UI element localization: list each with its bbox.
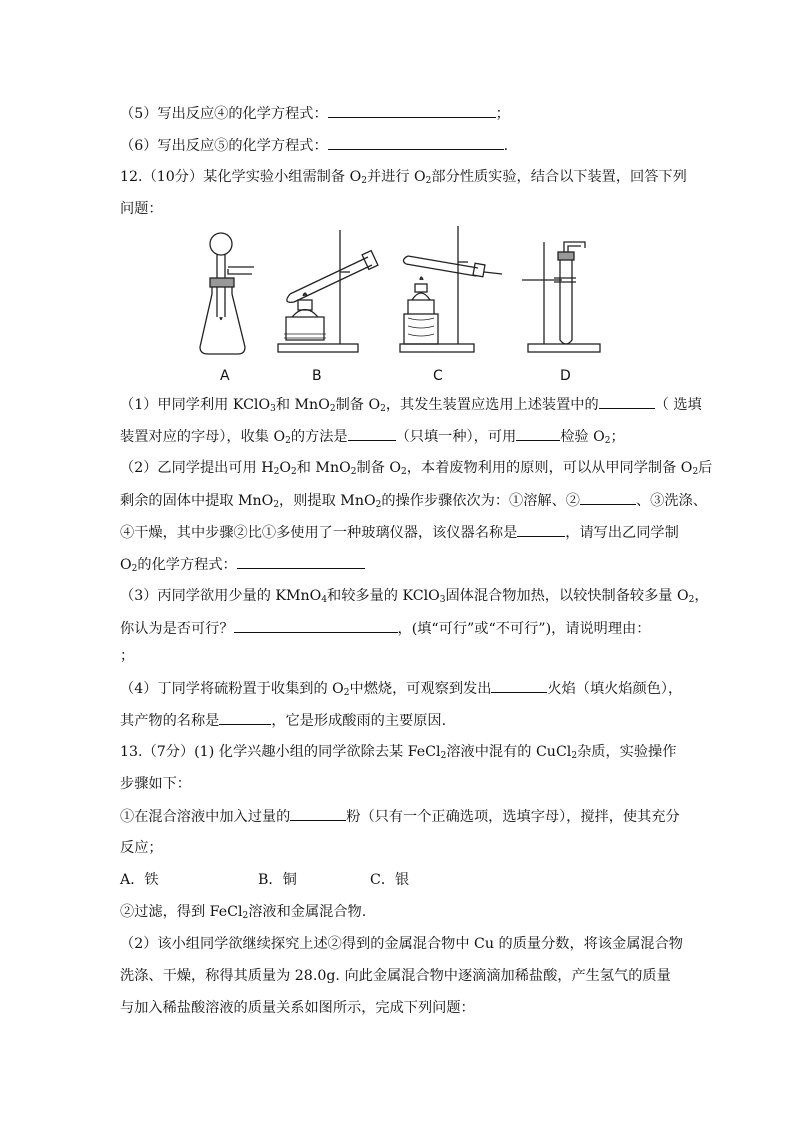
apparatus-figure [190,222,610,392]
apparatus-b [278,230,378,352]
figure-label-a: A [220,368,230,384]
q13-stem-line1: 13.（7分）(1) 化学兴趣小组的同学欲除去某 FeCl$_2$溶液中混有的 CuCl$_2$杂质，实验操作 [120,744,677,761]
q12-part2-line2: 剩余的固体中提取 MnO$_2$，则提取 MnO$_2$的操作步骤依次为：①溶解、② 、③洗涤、 [120,490,707,511]
q13-step1-line1: ①在混合溶液中加入过量的 粉（只有一个正确选项，选填字母），搅拌，使其充分 [120,806,680,827]
apparatus-c [400,226,502,352]
q13-options [120,870,409,890]
q13-part2-line2: 洗涤、干燥，称得其质量为 28.0g. 向此金属混合物中逐滴滴加稀盐酸，产生氢气的质量 [120,968,671,984]
q12-stem-line1: 12.（10分）某化学实验小组需制备 $O_2$并进行 $O_2$部分性质实验，结合以下装置，回答下列 [120,169,687,186]
answer-blank[interactable] [234,618,398,633]
answer-blank[interactable] [219,710,271,725]
answer-blank[interactable] [290,806,346,821]
q13-stem-line2: 步骤如下： [120,776,191,792]
q12-part3-line2: 你认为是否可行？ ，(填“可行”或“不可行”)，请说明理由： [120,618,650,639]
answer-blank[interactable] [328,135,504,150]
q12-part4-line1: （4）丁同学将硫粉置于收集到的 $O_2$中燃烧，可观察到发出 火焰（填火焰颜色）， [120,678,682,699]
q13-part2-line1: （2）该小组同学欲继续探究上述②得到的金属混合物中 Cu 的质量分数，将该金属混合物 [120,936,683,952]
apparatus-a [200,233,254,354]
q11-part6: （6）写出反应⑤的化学方程式： . [120,135,508,156]
apparatus-d [522,242,600,352]
q13-step2: ②过滤，得到 FeCl$_2$溶液和金属混合物. [120,904,367,921]
figure-label-c: C [433,368,443,384]
q12-part3-line3: ； [120,648,135,664]
q11-part5: （5）写出反应④的化学方程式： ； [120,103,510,124]
answer-blank[interactable] [517,522,565,537]
q12-part3-line1: （3）丙同学欲用少量的 KMnO$_4$和较多量的 KClO$_3$固体混合物加热，以较快制备较多量 $O_2$， [120,588,709,605]
answer-blank[interactable] [491,678,547,693]
q12-part1-line1: （1）甲同学利用 KClO$_3$和 MnO$_2$制备 $O_2$，其发生装置应选用上述装置中的 （ 选填 [120,394,702,415]
apparatus-drawing [190,222,610,372]
q13-part2-line3: 与加入稀盐酸溶液的质量关系如图所示，完成下列问题： [120,1000,475,1016]
q12-part2-line3: ④干燥，其中步骤②比①多使用了一种玻璃仪器，该仪器名称是 ，请写出乙同学制 [120,522,679,543]
answer-blank[interactable] [580,490,636,505]
answer-blank[interactable] [599,394,655,409]
q13-step1-line2: 反应； [120,840,163,856]
q12-stem-line2: 问题： [120,201,163,217]
option-b[interactable]: B．铜 [258,872,297,888]
q12-part2-line1: （2）乙同学提出可用 $H_2O_2$和 MnO$_2$制备 $O_2$，本着废物利用的原则，可以从甲同学制备 $O_2$后 [120,460,713,477]
answer-blank[interactable] [237,554,365,569]
option-c[interactable]: C．银 [370,872,410,888]
answer-blank[interactable] [328,103,496,118]
figure-label-b: B [312,368,322,384]
q12-part1-line2: 装置对应的字母），收集 $O_2$的方法是 （只填一种），可用 检验 $O_2$； [120,426,625,447]
answer-blank[interactable] [348,426,396,441]
option-a[interactable]: A．铁 [120,872,159,888]
figure-label-d: D [560,368,571,384]
q12-part4-line2: 其产物的名称是 ，它是形成酸雨的主要原因. [120,710,446,731]
answer-blank[interactable] [516,426,560,441]
q12-part2-line4: $O_2$的化学方程式： [120,554,365,575]
